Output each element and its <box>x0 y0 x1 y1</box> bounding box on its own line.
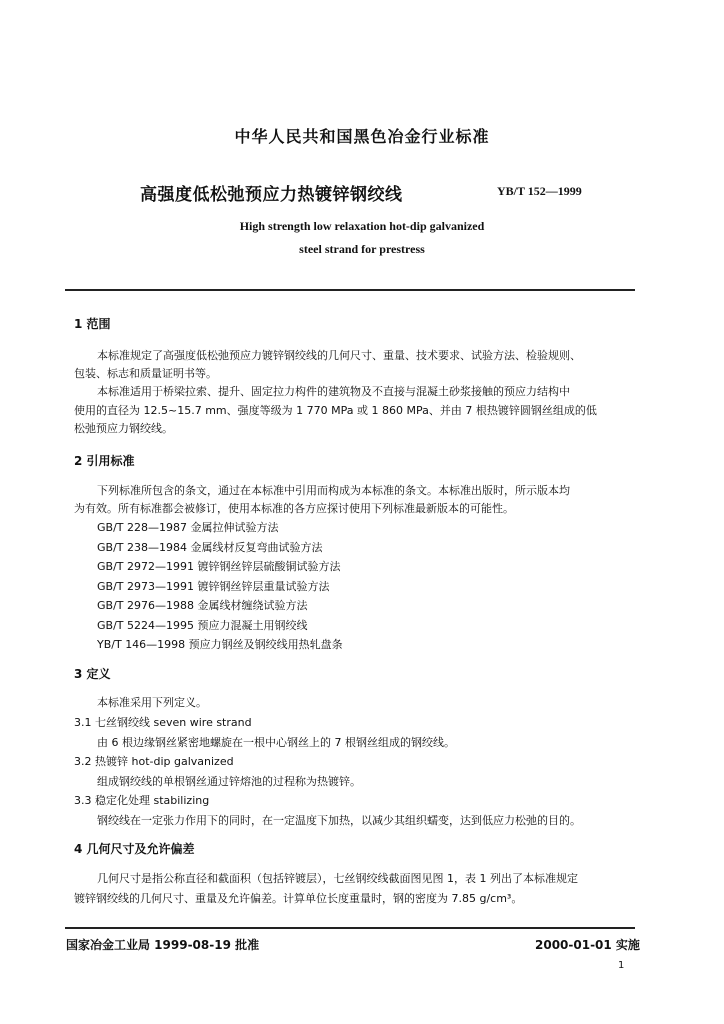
section-2-paragraph-line-1: 下列标准所包含的条文，通过在本标准中引用而构成为本标准的条文。本标准出版时，所示版本均 <box>97 484 570 497</box>
referenced-standard: GB/T 2973—1991 镀锌钢丝锌层重量试验方法 <box>97 580 330 593</box>
approval-date: 国家冶金工业局 1999-08-19 批准 <box>66 938 260 952</box>
definition-3-3-text: 钢绞线在一定张力作用下的同时，在一定温度下加热，以减少其组织蠕变，达到低应力松弛的目的。 <box>97 814 581 827</box>
referenced-standard: GB/T 2976—1988 金属线材缠绕试验方法 <box>97 599 308 612</box>
referenced-standard: GB/T 5224—1995 预应力混凝土用钢绞线 <box>97 619 308 632</box>
section-4-heading: 4 几何尺寸及允许偏差 <box>74 842 195 856</box>
header-divider <box>65 289 635 291</box>
definition-3-3-term: 3.3 稳定化处理 stabilizing <box>74 794 210 807</box>
definition-3-2-term: 3.2 热镀锌 hot-dip galvanized <box>74 755 234 768</box>
referenced-standard: YB/T 146—1998 预应力钢丝及钢绞线用热轧盘条 <box>97 638 343 651</box>
implementation-date: 2000-01-01 实施 <box>535 938 640 952</box>
definition-3-1-term: 3.1 七丝钢绞线 seven wire strand <box>74 716 252 729</box>
standard-number: YB/T 152—1999 <box>497 184 582 198</box>
standard-title-chinese: 高强度低松弛预应力热镀锌钢绞线 <box>140 185 403 205</box>
footer-divider <box>65 927 635 929</box>
standard-title-english-line-1: High strength low relaxation hot-dip galvanized <box>239 219 485 233</box>
section-2-paragraph-line-2: 为有效。所有标准都会被修订，使用本标准的各方应探讨使用下列标准最新版本的可能性。 <box>74 502 514 515</box>
section-1-heading: 1 范围 <box>74 317 111 331</box>
section-4-paragraph-line-1: 几何尺寸是指公称直径和截面积（包括锌镀层），七丝钢绞线截面图见图 1，表 1 列出了本标准规定 <box>97 872 578 885</box>
section-3-heading: 3 定义 <box>74 667 111 681</box>
section-4-paragraph-line-2: 镀锌钢绞线的几何尺寸、重量及允许偏差。计算单位长度重量时，钢的密度为 7.85 g/cm³。 <box>74 892 523 905</box>
definition-3-2-text: 组成钢绞线的单根钢丝通过锌熔池的过程称为热镀锌。 <box>97 775 361 788</box>
section-1-paragraph-1-line-1: 本标准规定了高强度低松弛预应力镀锌钢绞线的几何尺寸、重量、技术要求、试验方法、检验规则、 <box>97 349 581 362</box>
referenced-standard: GB/T 238—1984 金属线材反复弯曲试验方法 <box>97 541 323 554</box>
section-2-heading: 2 引用标准 <box>74 454 135 468</box>
referenced-standard: GB/T 228—1987 金属拉伸试验方法 <box>97 521 279 534</box>
section-1-paragraph-1-line-2: 包装、标志和质量证明书等。 <box>74 367 217 380</box>
standard-title-english-line-2: steel strand for prestress <box>299 242 425 256</box>
definition-3-1-text: 由 6 根边缘钢丝紧密地螺旋在一根中心钢丝上的 7 根钢丝组成的钢绞线。 <box>97 736 455 749</box>
section-3-intro: 本标准采用下列定义。 <box>97 696 207 709</box>
section-1-paragraph-2-line-3: 松弛预应力钢绞线。 <box>74 422 173 435</box>
section-1-paragraph-2-line-1: 本标准适用于桥梁拉索、提升、固定拉力构件的建筑物及不直接与混凝土砂浆接触的预应力结构中 <box>97 385 570 398</box>
issuing-organization: 中华人民共和国黑色冶金行业标准 <box>234 127 490 146</box>
page-number: 1 <box>618 960 625 971</box>
section-1-paragraph-2-line-2: 使用的直径为 12.5~15.7 mm、强度等级为 1 770 MPa 或 1 860 MPa、并由 7 根热镀锌圆钢丝组成的低 <box>74 404 597 417</box>
referenced-standard: GB/T 2972—1991 镀锌钢丝锌层硫酸铜试验方法 <box>97 560 341 573</box>
